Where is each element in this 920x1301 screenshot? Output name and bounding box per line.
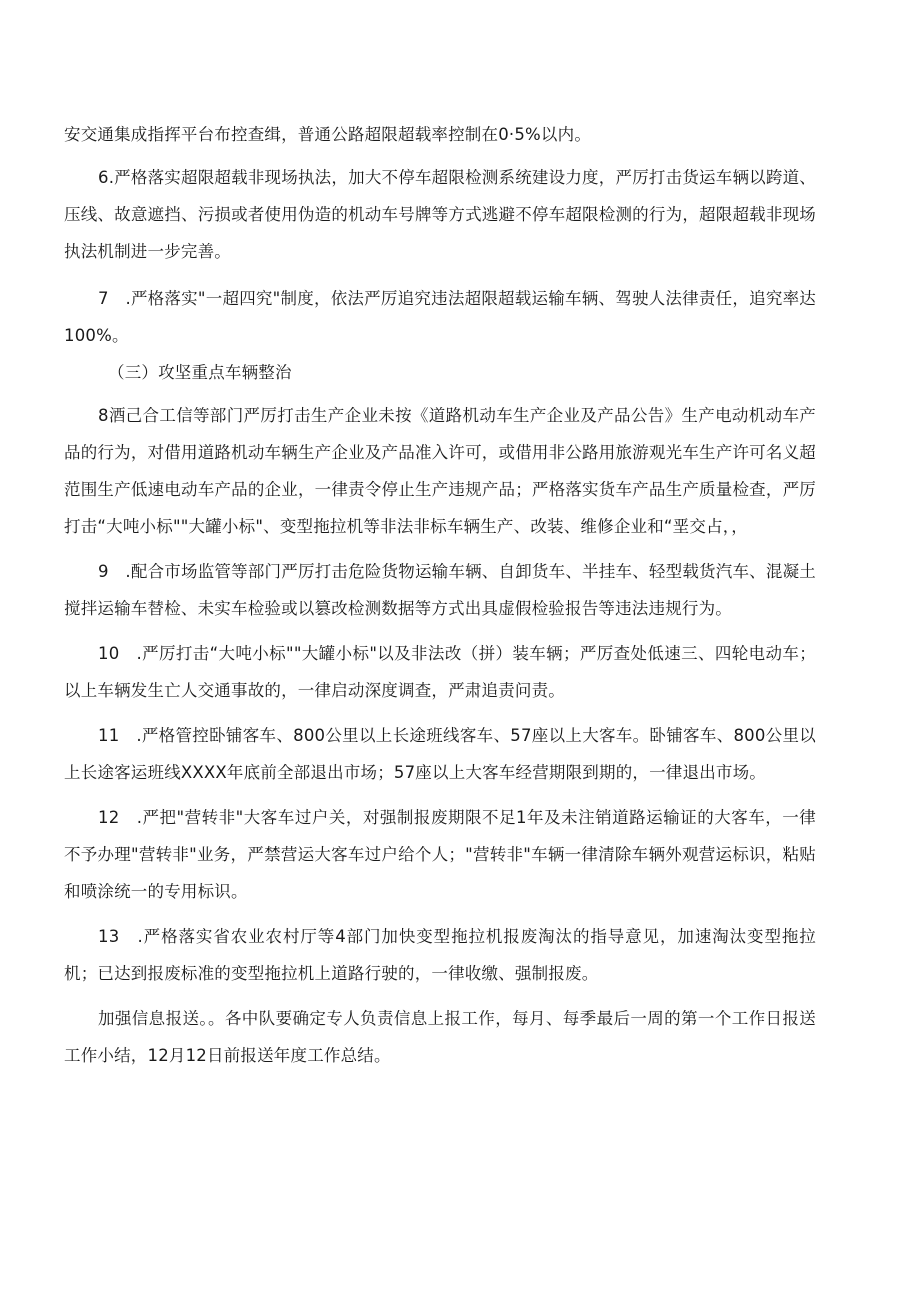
paragraph-continuation: 安交通集成指挥平台布控查缉，普通公路超限超载率控制在0·5%以内。 <box>64 125 592 144</box>
paragraph-item-9: 9 .配合市场监管等部门严厉打击危险货物运输车辆、自卸货车、半挂车、轻型载货汽车、混凝土搅拌运输车替检、未实车检验或以篡改检测数据等方式出具虚假检验报告等违法违规行为。 <box>64 562 816 618</box>
paragraph-reporting: 加强信息报送。。各中队要确定专人负责信息上报工作，每月、每季最后一周的第一个工作日报送工作小结，12月12日前报送年度工作总结。 <box>64 1009 816 1065</box>
paragraph-item-13: 13 .严格落实省农业农村厅等4部门加快变型拖拉机报废淘汰的指导意见，加速淘汰变型拖拉机；已达到报废标准的变型拖拉机上道路行驶的，一律收缴、强制报废。 <box>64 927 816 983</box>
paragraph-item-6: 6.严格落实超限超载非现场执法，加大不停车超限检测系统建设力度，严厉打击货运车辆以跨道、压线、故意遮挡、污损或者使用伪造的机动车号牌等方式逃避不停车超限检测的行为，超限超载非现场执法机制进一步完善。 <box>64 168 816 261</box>
paragraph-item-7: 7 .严格落实"一超四究"制度，依法严厉追究违法超限超载运输车辆、驾驶人法律责任，追究率达100%。 <box>64 289 816 345</box>
paragraph-item-11: 11 .严格管控卧铺客车、800公里以上长途班线客车、57座以上大客车。卧铺客车、800公里以上长途客运班线XXXX年底前全部退出市场；57座以上大客车经营期限到期的，一律退出市场。 <box>64 726 816 782</box>
paragraph-item-10: 10 .严厉打击“大吨小标""大罐小标"以及非法改（拼）装车辆；严厉查处低速三、四轮电动车；以上车辆发生亡人交通事故的，一律启动深度调查，严肃追责问责。 <box>64 644 816 700</box>
document-body <box>64 116 816 1074</box>
paragraph-item-12: 12 .严把"营转非"大客车过户关，对强制报废期限不足1年及未注销道路运输证的大客车，一律不予办理"营转非"业务，严禁营运大客车过户给个人；"营转非"车辆一律清除车辆外观营运标识，粘贴和喷涂统一的专用标识。 <box>64 808 816 901</box>
paragraph-item-8: 8酒己合工信等部门严厉打击生产企业未按《道路机动车生产企业及产品公告》生产电动机动车产品的行为，对借用道路机动车辆生产企业及产品准入许可，或借用非公路用旅游观光车生产许可名义超范围生产低速电动车产品的企业，一律责令停止生产违规产品；严格落实货车产品生产质量检查，严厉打击“大吨小标""大罐小标"、变型拖拉机等非法非标车辆生产、改装、维修企业和“垩交占，， <box>64 406 816 536</box>
section-heading: （三）攻坚重点车辆整治 <box>108 363 292 382</box>
